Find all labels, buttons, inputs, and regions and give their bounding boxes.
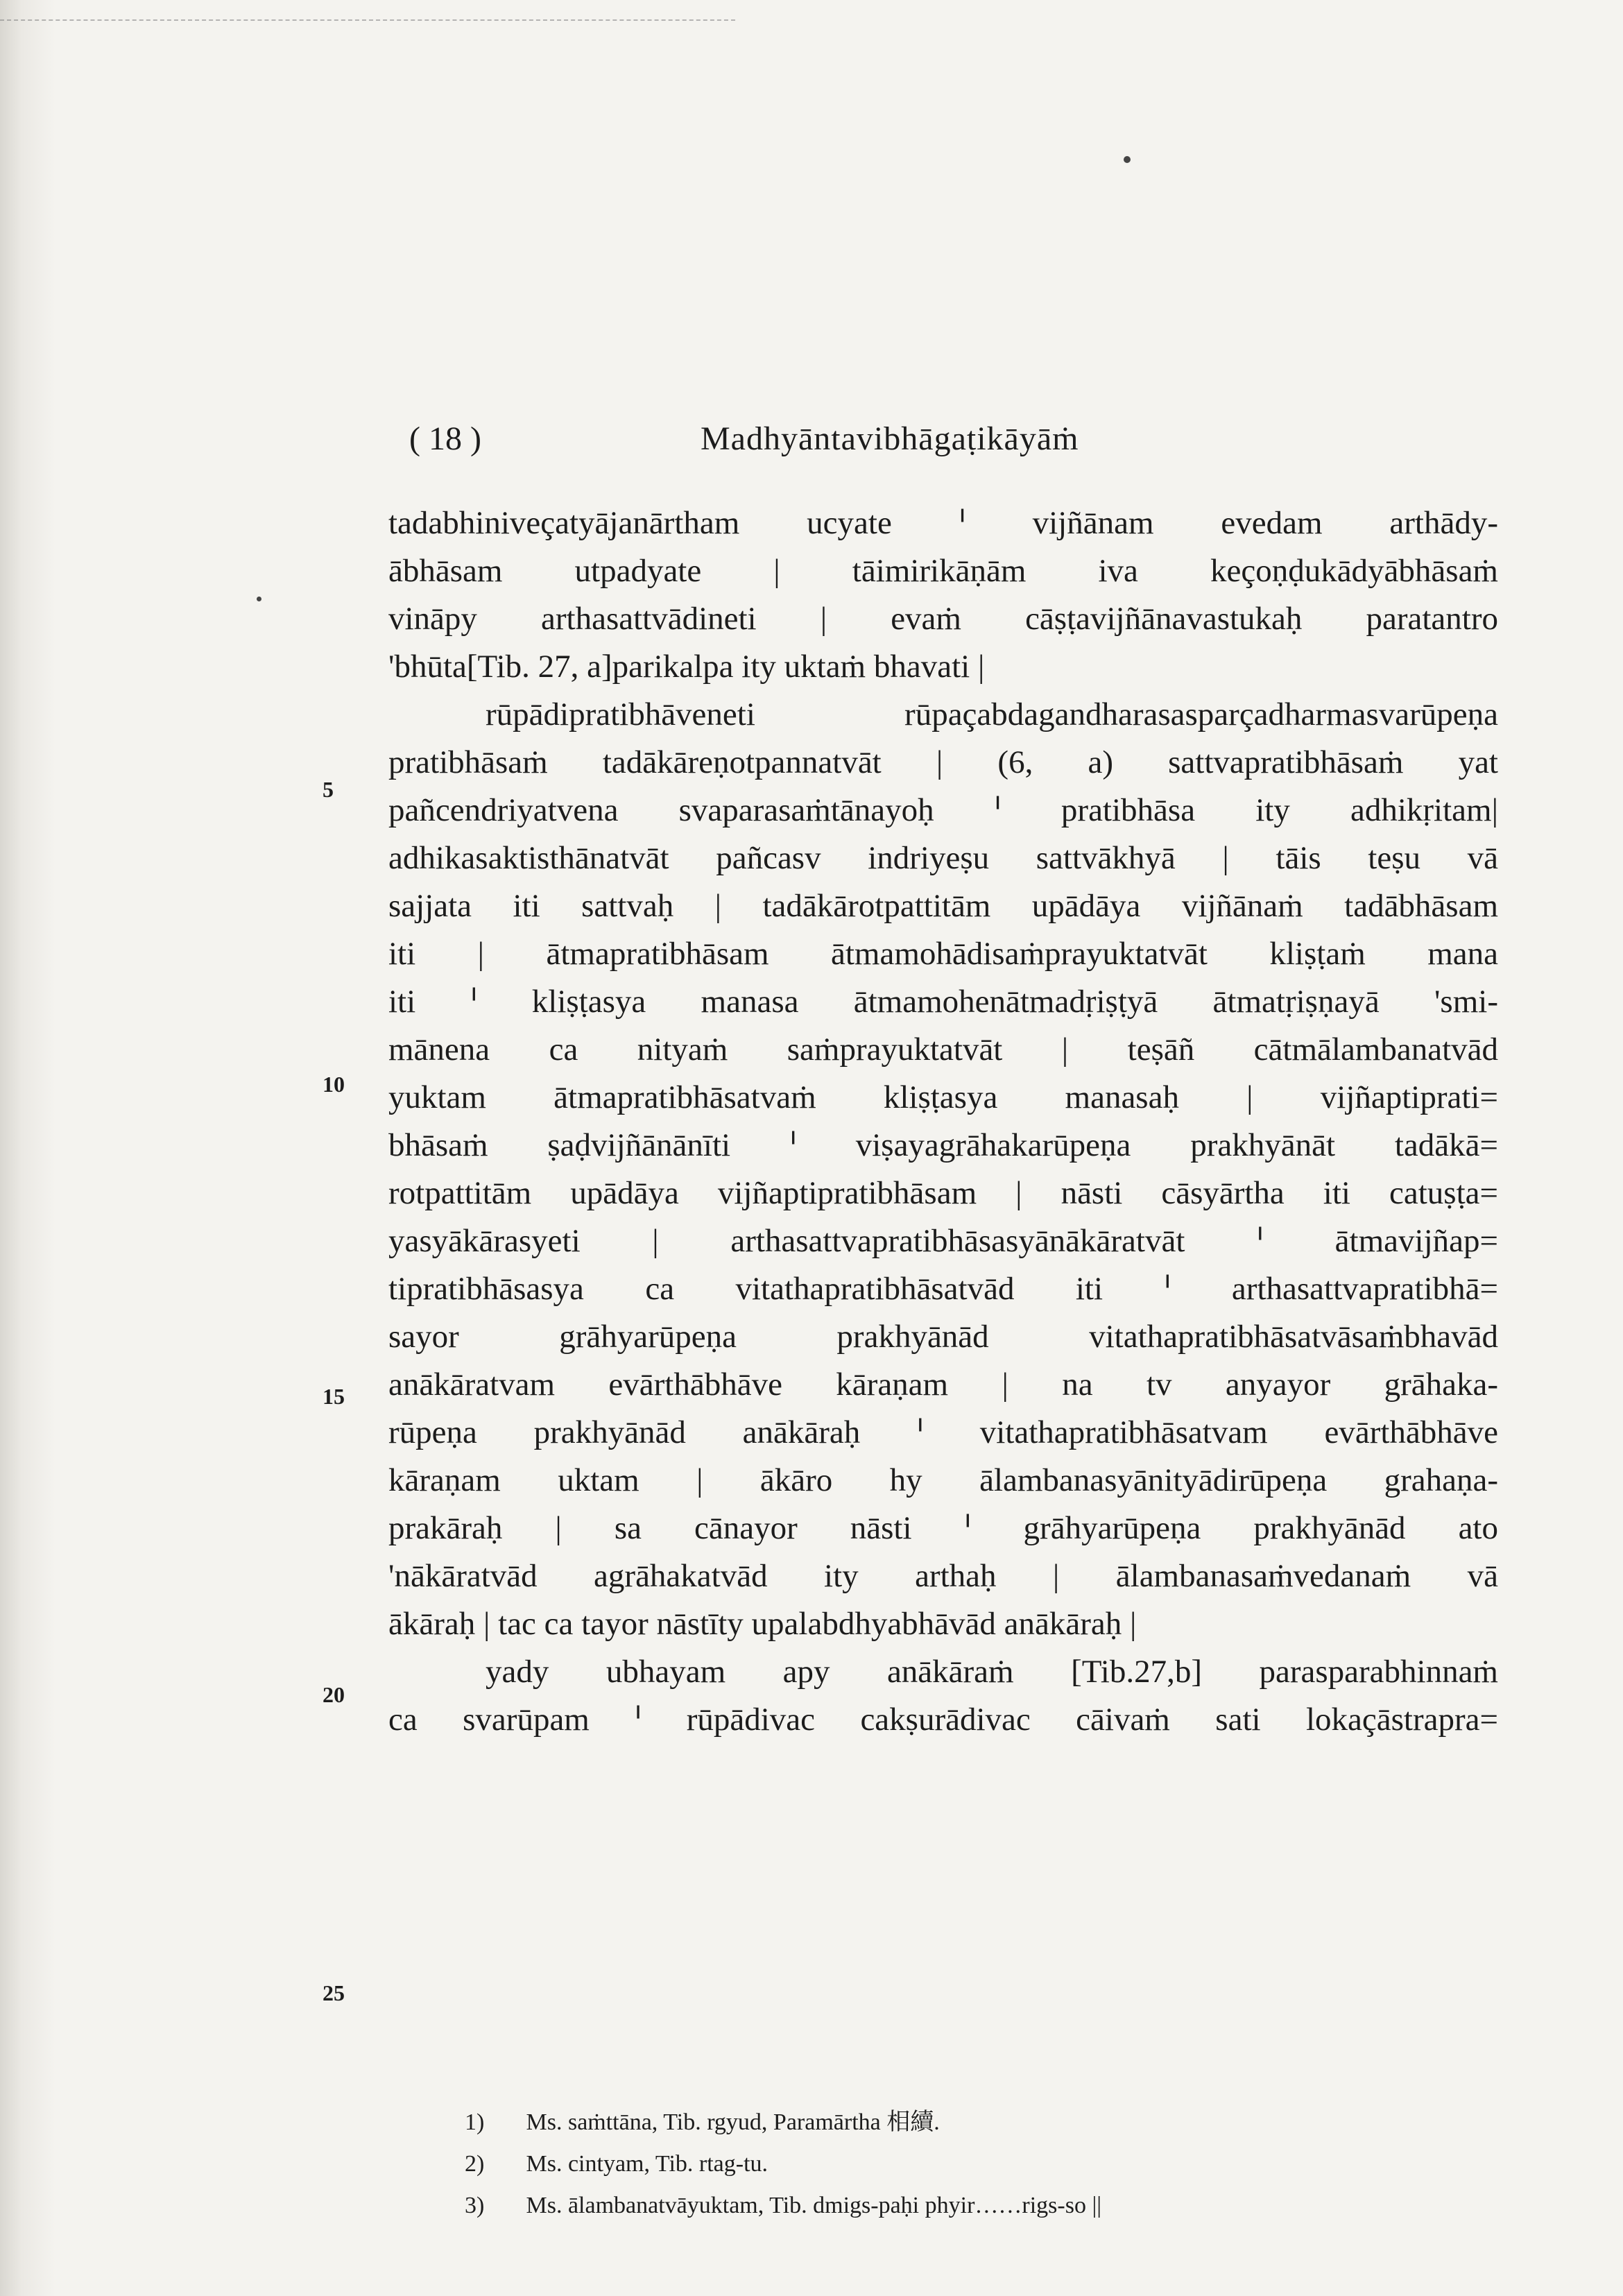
- scan-edge: [0, 0, 55, 2296]
- page-header: [409, 420, 1519, 468]
- line-number: 5: [323, 777, 334, 802]
- text-line: kāraṇam uktam | ākāro hy ālambanasyānityādirūpeṇa grahaṇa-: [388, 1462, 1498, 1498]
- text-line: sayor grāhyarūpeṇa prakhyānād vitathapratibhāsatvāsaṁbhavād: [388, 1319, 1498, 1355]
- text-line: vināpy arthasattvādineti | evaṁ cāṣṭavijñānavastukaḥ paratantro: [388, 601, 1498, 637]
- scan-top-edge: [0, 19, 735, 23]
- text-line: ākāraḥ | tac ca tayor nāstīty upalabdhyabhāvād anākāraḥ |: [388, 1606, 1137, 1642]
- running-title: Madhyāntavibhāgaṭikāyāṁ: [701, 420, 1079, 457]
- footnote-text: Ms. saṁttāna, Tib. rgyud, Paramārtha 相續.: [526, 2109, 940, 2135]
- page-number: ( 18 ): [409, 420, 481, 457]
- text-line: tipratibhāsasya ca vitathapratibhāsatvād iti ᑊ arthasattvapratibhā=: [388, 1271, 1498, 1307]
- footnotes: [465, 2102, 1436, 2227]
- text-line: adhikasaktisthānatvāt pañcasv indriyeṣu sattvākhyā | tāis teṣu vā: [388, 840, 1498, 876]
- footnote: [465, 2102, 1436, 2143]
- text-line: mānena ca nityaṁ saṁprayuktatvāt | teṣāñ cātmālambanatvād: [388, 1031, 1498, 1068]
- footnote-number: 1): [465, 2109, 485, 2135]
- footnote-number: 2): [465, 2151, 485, 2177]
- ink-speck: [1124, 156, 1131, 163]
- footnote: [465, 2143, 1436, 2185]
- text-line: yady ubhayam apy anākāraṁ [Tib.27,b] parasparabhinnaṁ: [486, 1654, 1498, 1690]
- footnote-text: Ms. cintyam, Tib. rtag-tu.: [526, 2151, 768, 2177]
- ink-speck: [257, 597, 261, 601]
- text-line: rotpattitām upādāya vijñaptipratibhāsam | nāsti cāsyārtha iti catuṣṭa=: [388, 1175, 1498, 1211]
- text-line: ābhāsam utpadyate | tāimirikāṇām iva keçoṇḍukādyābhāsaṁ: [388, 553, 1498, 589]
- line-number: 25: [323, 1980, 345, 2005]
- footnote-text: Ms. ālambanatvāyuktam, Tib. dmigs-paḥi phyir……rigs-so ||: [526, 2193, 1102, 2218]
- text-line: sajjata iti sattvaḥ | tadākārotpattitām upādāya vijñānaṁ tadābhāsam: [388, 888, 1498, 924]
- text-line: pratibhāsaṁ tadākāreṇotpannatvāt | (6, a) sattvapratibhāsaṁ yat: [388, 744, 1498, 780]
- text-line: rūpeṇa prakhyānād anākāraḥ ᑊ vitathapratibhāsatvam evārthābhāve: [388, 1414, 1498, 1450]
- line-number: 10: [323, 1072, 345, 1097]
- main-text: [388, 499, 1498, 1744]
- text-line: tadabhiniveçatyājanārtham ucyate ᑊ vijñānam evedam arthādy-: [388, 505, 1498, 541]
- text-line: 'nākāratvād agrāhakatvād ity arthaḥ | ālambanasaṁvedanaṁ vā: [388, 1558, 1498, 1594]
- text-line: pañcendriyatvena svaparasaṁtānayoḥ ᑊ pratibhāsa ity adhikṛitam|: [388, 792, 1498, 828]
- line-number: 15: [323, 1384, 345, 1409]
- text-line: anākāratvam evārthābhāve kāraṇam | na tv anyayor grāhaka-: [388, 1367, 1498, 1403]
- footnote-number: 3): [465, 2193, 485, 2218]
- text-line: iti ᑊ kliṣṭasya manasa ātmamohenātmadṛiṣṭyā ātmatṛiṣṇayā 'smi-: [388, 984, 1498, 1020]
- text-line: iti | ātmapratibhāsam ātmamohādisaṁprayuktatvāt kliṣṭaṁ mana: [388, 936, 1498, 972]
- text-line: yuktam ātmapratibhāsatvaṁ kliṣṭasya manasaḥ | vijñaptiprati=: [388, 1079, 1498, 1115]
- text-line: yasyākārasyeti | arthasattvapratibhāsasyānākāratvāt ᑊ ātmavijñap=: [388, 1223, 1498, 1259]
- text-line: prakāraḥ | sa cānayor nāsti ᑊ grāhyarūpeṇa prakhyānād ato: [388, 1510, 1498, 1546]
- footnote: [465, 2185, 1436, 2227]
- text-line: ca svarūpam ᑊ rūpādivac cakṣurādivac cāivaṁ sati lokaçāstrapra=: [388, 1702, 1498, 1738]
- text-line: bhāsaṁ ṣaḍvijñānānīti ᑊ viṣayagrāhakarūpeṇa prakhyānāt tadākā=: [388, 1127, 1498, 1163]
- text-line: rūpādipratibhāveneti rūpaçabdagandharasasparçadharmasvarūpeṇa: [486, 696, 1498, 733]
- line-number: 20: [323, 1682, 345, 1707]
- text-line: 'bhūta[Tib. 27, a]parikalpa ity uktaṁ bhavati |: [388, 649, 985, 685]
